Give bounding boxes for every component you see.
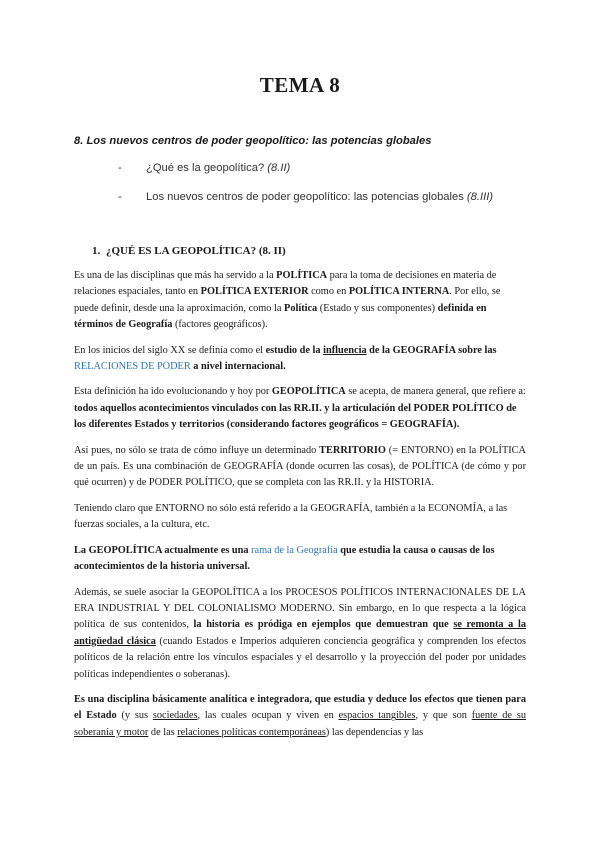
paragraph-5: Teniendo claro que ENTORNO no sólo está referido a la GEOGRAFÍA, también a la ECONOMÍA, a las fuerzas sociales, a la cultura, etc. <box>74 502 508 531</box>
paragraph-2: En los inicios del siglo XX se definía como el estudio de la influencia de la GEOGRAFÍA sobre las RELACIONES DE PODER a nivel internacional. <box>74 344 497 373</box>
paragraph-8: Es una disciplina básicamente analítica e integradora, que estudia y deduce los efectos que tienen para el Estado (y sus sociedades, las cuales ocupan y viven en espacios tangibles, y que son fuente de su soberanía y motor de las relaciones políticas contemporáneas) las dependencias y las <box>74 693 526 738</box>
list-item <box>118 191 493 203</box>
bullet-dash: - <box>118 191 122 203</box>
bullet-ref: (8.III) <box>466 191 494 203</box>
bullet-text: Los nuevos centros de poder geopolítico: las potencias globales <box>146 191 464 203</box>
paragraph-1: Es una de las disciplinas que más ha servido a la POLÍTICA para la toma de decisiones en materia de relaciones espaciales, tanto en POLÍTICA EXTERIOR como en POLÍTICA INTERNA. Por ello, se puede definir, desde una la aproximación, como la Política (Estado y sus componentes) definida en términos de Geografía (factores geográficos). <box>74 270 501 331</box>
paragraph-4: Así pues, no sólo se trata de cómo influye un determinado TERRITORIO (= ENTORNO) en la POLÍTICA de un país. Es una combinación de GEOGRAFÍA (donde ocurren las cosas), de POLÍTICA (de cómo y por qué ocurren) y de PODER POLÍTICO, que se completa con las RR.II. y la HISTORIA. <box>74 444 526 489</box>
topic-subheading: 8. Los nuevos centros de poder geopolítico: las potencias globales <box>74 135 432 147</box>
body-text <box>74 268 526 750</box>
bullet-text: ¿Qué es la geopolítica? <box>146 162 265 174</box>
paragraph-3: Esta definición ha ido evolucionando y hoy por GEOPOLÍTICA se acepta, de manera general, que refiere a: todos aquellos acontecimientos vinculados con las RR.II. y la articulación del PODER POLÍTICO de los diferentes Estados y territorios (considerando factores geográficos = GEOGRAFÍA). <box>74 386 526 431</box>
list-item <box>118 162 290 174</box>
paragraph-7: Además, se suele asociar la GEOPOLÍTICA a los PROCESOS POLÍTICOS INTERNACIONALES DE LA ERA INDUSTRIAL Y DEL COLONIALISMO MODERNO. Sin embargo, en lo que respecta a la lógica política de sus contenidos, la historia es pródiga en ejemplos que demuestran que se remonta a la antigüedad clásica (cuando Estados e Imperios adquieren conciencia geográfica y comprenden los efectos políticos de la relación entre los vínculos espaciales y el desarrollo y la proyección del poder por unidades políticas independientes o soberanas). <box>74 586 526 680</box>
page-title: TEMA 8 <box>259 73 341 97</box>
bullet-ref: (8.II) <box>267 162 291 174</box>
bullet-dash: - <box>118 162 122 174</box>
paragraph-6: La GEOPOLÍTICA actualmente es una rama de la Geografía que estudia la causa o causas de los acontecimientos de la historia universal. <box>74 544 495 573</box>
section-heading <box>92 245 286 257</box>
section-title: ¿QUÉ ES LA GEOPOLÍTICA? (8. II) <box>106 245 286 257</box>
section-number: 1. <box>92 245 101 257</box>
